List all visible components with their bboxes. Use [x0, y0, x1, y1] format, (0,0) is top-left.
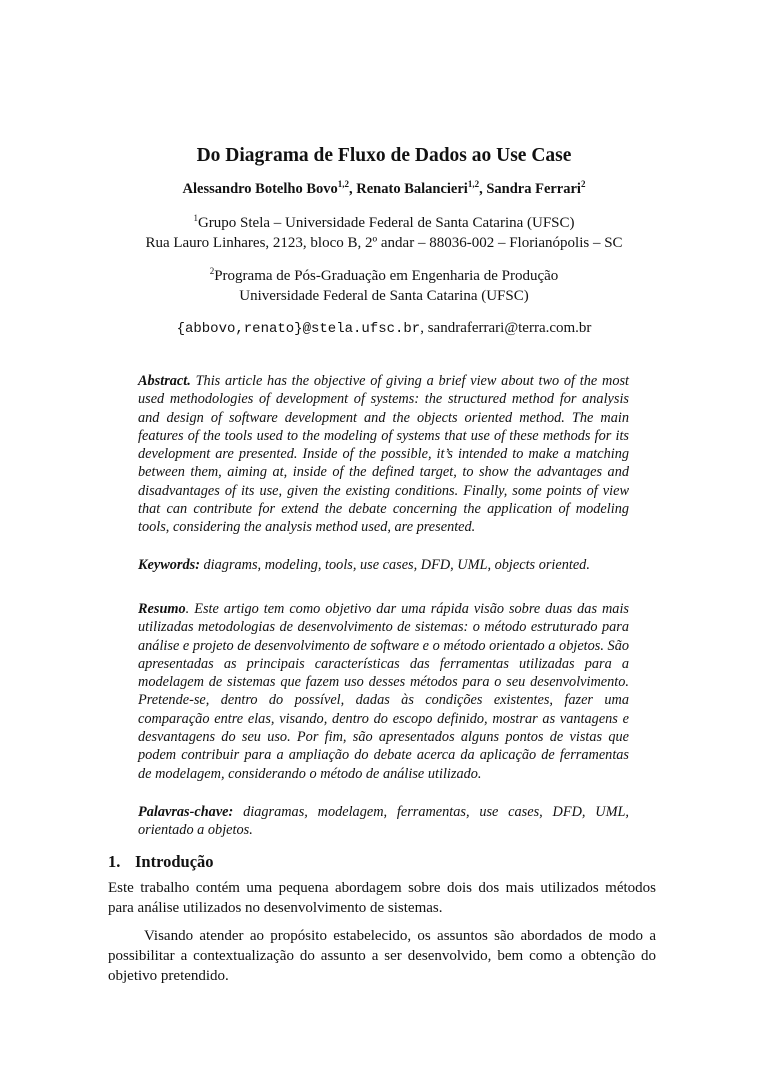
- affiliation-sup: 2: [209, 266, 215, 276]
- paper-title: Do Diagrama de Fluxo de Dados ao Use Case: [196, 145, 572, 166]
- palavras-chave-text: diagramas, modelagem, ferramentas, use cases, DFD, UML, orientado a objetos.: [138, 804, 630, 839]
- palavras-chave: [138, 803, 629, 840]
- email-group: {abbovo,renato}@stela.ufsc.br: [176, 321, 421, 337]
- abstract-label: Abstract.: [138, 373, 191, 389]
- author-name: Alessandro Botelho Bovo: [182, 181, 338, 197]
- palavras-chave-label: Palavras-chave:: [138, 804, 234, 820]
- affiliation-institution: Universidade Federal de Santa Catarina (UFSC): [239, 288, 529, 304]
- abstract: [138, 372, 629, 537]
- affiliation-sup: 1: [193, 213, 198, 223]
- affiliation-text: Programa de Pós-Graduação em Engenharia de Produção: [214, 268, 559, 284]
- section-heading: [108, 852, 214, 872]
- abstract-text: This article has the objective of giving a brief view about two of the most used methodologies of development of systems: the structured method for analysis and design of software development and the objects oriented method. The main features of the tools used to the modeling of systems that use of these methods for its development are presented. Inside of the possible, it’s intended to make a matching between them, aiming at, inside of the defined target, to show the advantages and disadvantages of its use, given the existing conditions. Finally, some points of view that can contribute for extend the debate concerning the application of modeling tools, considering the analysis method used, are presented.: [138, 373, 629, 536]
- author-separator: ,: [349, 181, 357, 197]
- body-paragraph: Este trabalho contém uma pequena abordagem sobre dois dos mais utilizados métodos para análise utilizados no desenvolvimento de sistemas.: [108, 880, 656, 916]
- keywords: [138, 556, 629, 574]
- resumo: [138, 600, 629, 783]
- affiliation-line: [0, 213, 768, 233]
- affiliation-line: [0, 266, 768, 286]
- body-paragraph: Visando atender ao propósito estabelecido, os assuntos são abordados de modo a possibilitar a contextualização do assunto a ser desenvolvido, bem como a obtenção do objetivo pretendido.: [108, 928, 656, 984]
- resumo-text: . Este artigo tem como objetivo dar uma rápida visão sobre duas das mais utilizadas metodologias de desenvolvimento de sistemas: o método estruturado para análise e projeto de desenvolvimento de software e o método orientado a objetos. São apresentadas as principais características das ferramentas utilizadas para a modelagem de sistemas que fazem uso desses métodos para o seu desenvolvimento. Pretende-se, dentro do possível, dadas às condições existentes, fazer uma comparação entre elas, visando, dentro do escopo definido, mostrar as vantagens e desvantagens do seu uso. Por fim, são apresentados alguns pontos de vistas que podem contribuir para a ampliação do debate acerca da aplicação de ferramentas de modelagem, considerando o método de análise utilizado.: [138, 601, 629, 782]
- author-separator: ,: [479, 181, 487, 197]
- author-name: Renato Balancieri: [356, 181, 468, 197]
- resumo-label: Resumo: [138, 601, 186, 617]
- section-title: Introdução: [135, 852, 214, 871]
- author-emails: [0, 320, 768, 337]
- email-other: , sandraferrari@terra.com.br: [420, 320, 592, 336]
- keywords-text: diagrams, modeling, tools, use cases, DFD, UML, objects oriented.: [203, 557, 590, 573]
- author-list: [0, 181, 768, 198]
- author-affiliation-sup: 2: [580, 179, 586, 189]
- author-affiliation-sup: 1,2: [337, 179, 350, 189]
- affiliation-text: Grupo Stela – Universidade Federal de Santa Catarina (UFSC): [197, 215, 575, 231]
- author-name: Sandra Ferrari: [486, 181, 581, 197]
- affiliation-address: Rua Lauro Linhares, 2123, bloco B, 2º andar – 88036-002 – Florianópolis – SC: [145, 235, 623, 251]
- author-affiliation-sup: 1,2: [467, 179, 480, 189]
- section-number: 1.: [108, 852, 121, 871]
- affiliation-2: [0, 266, 768, 306]
- keywords-label: Keywords:: [138, 557, 200, 573]
- affiliation-1: [0, 213, 768, 253]
